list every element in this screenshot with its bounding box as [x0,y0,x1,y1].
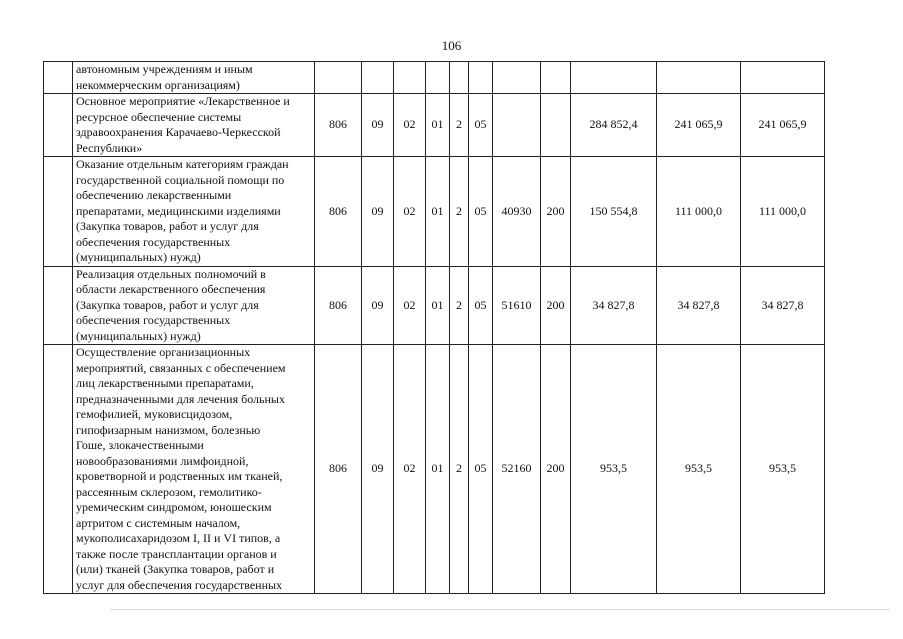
table-row [44,62,825,94]
expense-type-code: 200 [541,157,571,267]
section-code: 09 [362,345,394,594]
amount-year-1 [571,62,657,94]
event-code [469,62,493,94]
section-code: 09 [362,157,394,267]
budget-table [43,61,825,594]
item-name: Оказание отдельным категориям граждан государственной социальной помощи по обеспечению лекарственными препаратами, медицинскими изделиями (Закупка товаров, работ и услуг для обеспечения государственных (муниципальных) нужд) [73,157,315,267]
table-row [44,94,825,157]
row-number-cell [44,94,73,157]
row-number-cell [44,62,73,94]
table-row [44,157,825,267]
amount-year-3: 111 000,0 [741,157,825,267]
section-code: 09 [362,94,394,157]
amount-year-3: 953,5 [741,345,825,594]
event-code: 05 [469,266,493,345]
amount-year-1: 150 554,8 [571,157,657,267]
subsection-code: 02 [394,266,426,345]
direction-code [493,62,541,94]
row-number-cell [44,266,73,345]
item-name: Осуществление организационных мероприятий, связанных с обеспечением лиц лекарственными препаратами, предназначенными для лечения больных гемофилией, муковисцидозом, гипофизарным нанизмом, болезнью Гоше, злокачественными новообразованиями лимфоидной, кроветворной и родственных им тканей, рассеянным склерозом, гемолитико- уремическим синдромом, юношеским артритом с системным началом, мукополисахаридозом I, II и VI типов, а также после трансплантации органов и (или) тканей (Закупка товаров, работ и услуг для обеспечения государственных [73,345,315,594]
amount-year-2: 241 065,9 [657,94,741,157]
event-code: 05 [469,157,493,267]
subsection-code: 02 [394,94,426,157]
amount-year-2: 953,5 [657,345,741,594]
direction-code: 52160 [493,345,541,594]
direction-code: 40930 [493,157,541,267]
subsection-code: 02 [394,157,426,267]
section-code: 09 [362,266,394,345]
program-code: 01 [426,94,450,157]
expense-type-code: 200 [541,345,571,594]
type-code: 2 [450,266,469,345]
amount-year-1: 284 852,4 [571,94,657,157]
program-code: 01 [426,345,450,594]
row-number-cell [44,345,73,594]
ministry-code: 806 [315,345,362,594]
ministry-code: 806 [315,157,362,267]
amount-year-3: 34 827,8 [741,266,825,345]
expense-type-code [541,62,571,94]
event-code: 05 [469,345,493,594]
amount-year-3: 241 065,9 [741,94,825,157]
amount-year-2: 34 827,8 [657,266,741,345]
item-name: автономным учреждениям и иным некоммерческим организациям) [73,62,315,94]
item-name: Реализация отдельных полномочий в области лекарственного обеспечения (Закупка товаров, работ и услуг для обеспечения государственных (муниципальных) нужд) [73,266,315,345]
program-code: 01 [426,266,450,345]
expense-type-code: 200 [541,266,571,345]
amount-year-1: 34 827,8 [571,266,657,345]
subsection-code [394,62,426,94]
direction-code: 51610 [493,266,541,345]
subsection-code: 02 [394,345,426,594]
amount-year-2 [657,62,741,94]
program-code: 01 [426,157,450,267]
amount-year-2: 111 000,0 [657,157,741,267]
page-number: 106 [441,38,462,53]
type-code: 2 [450,157,469,267]
amount-year-1: 953,5 [571,345,657,594]
item-name: Основное мероприятие «Лекарственное и ресурсное обеспечение системы здравоохранения Карачаево-Черкесской Республики» [73,94,315,157]
program-code [426,62,450,94]
type-code: 2 [450,345,469,594]
table-row [44,266,825,345]
event-code: 05 [469,94,493,157]
row-number-cell [44,157,73,267]
type-code [450,62,469,94]
ministry-code [315,62,362,94]
amount-year-3 [741,62,825,94]
ministry-code: 806 [315,94,362,157]
section-code [362,62,394,94]
type-code: 2 [450,94,469,157]
scan-edge-line [110,609,890,610]
direction-code [493,94,541,157]
ministry-code: 806 [315,266,362,345]
table-row [44,345,825,594]
expense-type-code [541,94,571,157]
